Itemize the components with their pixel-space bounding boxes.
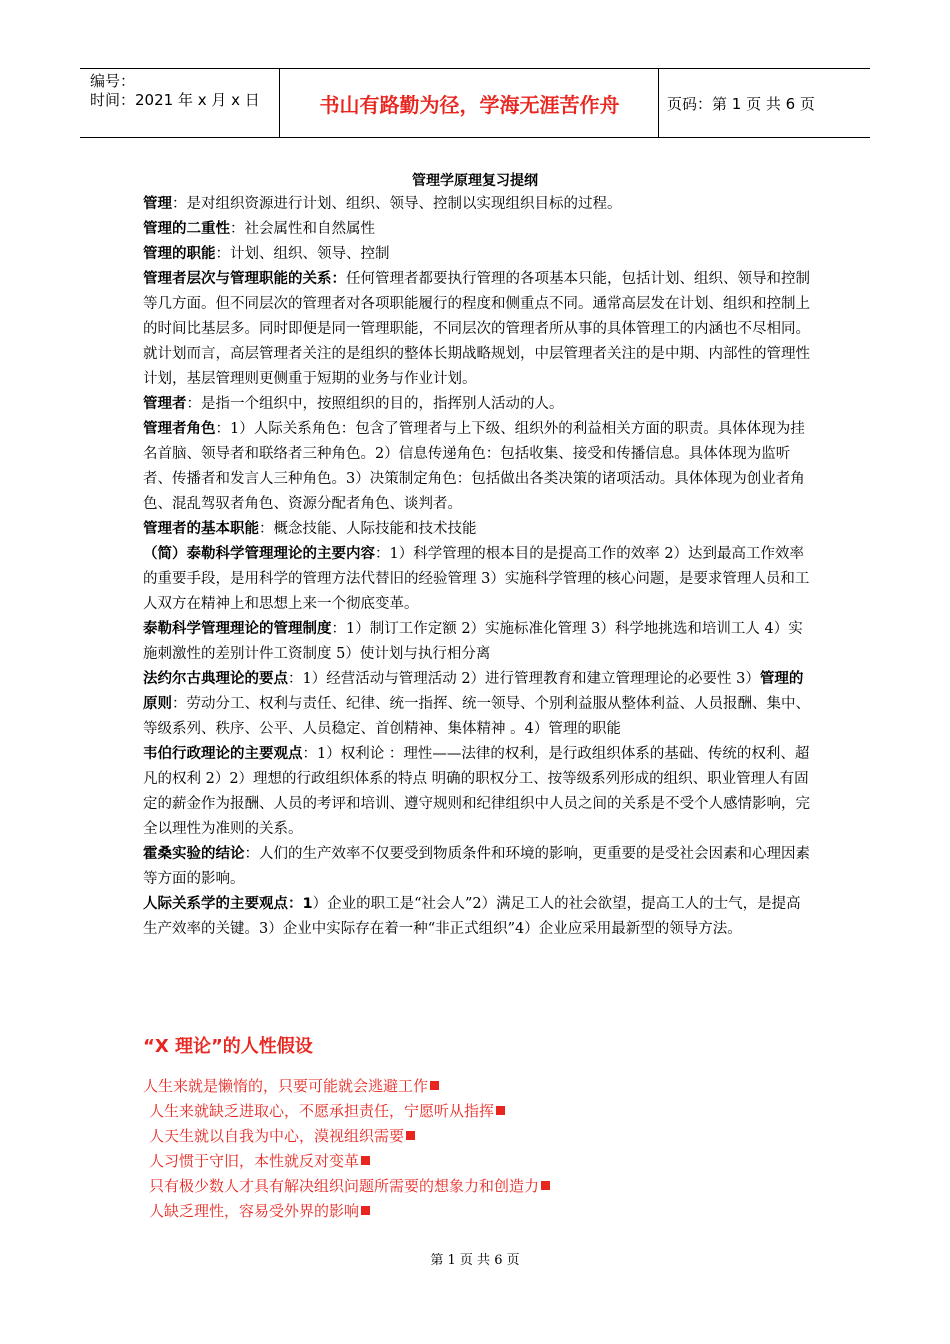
- paragraph: [143, 842, 813, 892]
- paragraph-text: ：劳动分工、权利与责任、纪律、统一指挥、统一领导、个别利益服从整体利益、人员报酬、集中、等级系列、秩序、公平、人员稳定、首创精神、集体精神 。4）管理的职能: [143, 696, 810, 737]
- list-item: [143, 1174, 550, 1199]
- list-item: [143, 1149, 550, 1174]
- paragraph-text: ）企业的职工是“社会人”2）满足工人的社会欲望，提高工人的士气，是提高生产效率的关键。3）企业中实际存在着一种“非正式组织”4）企业应采用最新型的领导方法。: [143, 896, 801, 937]
- paragraph-text: 任何管理者都要执行管理的各项基本只能，包括计划、组织、领导和控制等几方面。但不同层次的管理者对各项职能履行的程度和侧重点不同。通常高层发在计划、组织和控制上的时间比基层多。同时即便是同一管理职能，不同层次的管理者所从事的具体管理工的内涵也不尽相同。就计划而言，高层管理者关注的是组织的整体长期战略规划，中层管理者关注的是中期、内部性的管理性计划，基层管理则更侧重于短期的业务与作业计划。: [143, 271, 810, 387]
- paragraph-term: 泰勒科学管理理论的管理制度: [143, 621, 332, 637]
- paragraph: [143, 217, 813, 242]
- list-item-text: 人天生就以自我为中心，漠视组织需要: [149, 1127, 405, 1145]
- paragraph-text: ：1）制订工作定额 2）实施标准化管理 3）科学地挑选和培训工人 4）实施刺激性的差别计件工资制度 5）使计划与执行相分离: [143, 621, 803, 662]
- paragraph: [143, 667, 813, 742]
- paragraph: [143, 192, 813, 217]
- paragraph-text: ：是指一个组织中，按照组织的目的，指挥别人活动的人。: [186, 396, 564, 412]
- paragraph-term: 管理的职能: [143, 246, 216, 262]
- document-title: 管理学原理复习提纲: [412, 173, 538, 189]
- square-bullet-icon: [406, 1131, 415, 1140]
- square-bullet-icon: [541, 1181, 550, 1190]
- paragraph-text: ：1）人际关系角色：包含了管理者与上下级、组织外的利益相关方面的职责。具体体现为挂名首脑、领导者和联络者三种角色。2）信息传递角色：包括收集、接受和传播信息。具体体现为监听者、传播者和发言人三种角色。3）决策制定角色：包括做出各类决策的诸项活动。具体体现为创业者角色、混乱驾驭者角色、资源分配者角色、谈判者。: [143, 421, 805, 512]
- list-item-text: 只有极少数人才具有解决组织问题所需要的想象力和创造力: [149, 1177, 540, 1195]
- paragraph-text: ：计划、组织、领导、控制: [215, 246, 390, 262]
- list-item: [143, 1124, 550, 1149]
- header-number: 编号：: [90, 72, 136, 90]
- header-page: 页码：第 1 页 共 6 页: [667, 94, 815, 113]
- paragraph-text: ：1）科学管理的根本目的是提高工作的效率 2）达到最高工作效率的重要手段，是用科学的管理方法代替旧的经验管理 3）实施科学管理的核心问题，是要求管理人员和工人双方在精神上和思想上来一个彻底变革。: [143, 546, 810, 612]
- paragraph-term: 管理者的基本职能: [143, 521, 259, 537]
- paragraph-term: （简）泰勒科学管理理论的主要内容: [143, 546, 375, 562]
- paragraph-text: ：社会属性和自然属性: [230, 221, 375, 237]
- paragraph: [143, 242, 813, 267]
- square-bullet-icon: [361, 1156, 370, 1165]
- list-item: [143, 1099, 550, 1124]
- paragraph-text: ：是对组织资源进行计划、组织、领导、控制以实现组织目标的过程。: [172, 196, 622, 212]
- header-motto: 书山有路勤为径，学海无涯苦作舟: [281, 69, 659, 137]
- paragraph: [143, 892, 813, 942]
- square-bullet-icon: [496, 1106, 505, 1115]
- x-theory-list: [143, 1074, 550, 1224]
- paragraph-term: 管理者层次与管理职能的关系：: [143, 271, 346, 287]
- page-header: [80, 68, 870, 138]
- paragraph-term: 韦伯行政理论的主要观点: [143, 746, 303, 762]
- list-item: [143, 1074, 550, 1099]
- paragraph: [143, 617, 813, 667]
- paragraph: [143, 417, 813, 517]
- paragraph-text: ：概念技能、人际技能和技术技能: [259, 521, 477, 537]
- list-item: [143, 1199, 550, 1224]
- x-theory-heading: “X 理论”的人性假设: [143, 1036, 313, 1057]
- paragraph-term: 管理的原则: [143, 671, 804, 712]
- paragraph-term: 人际关系学的主要观点：1: [143, 896, 313, 912]
- list-item-text: 人习惯于守旧，本性就反对变革: [149, 1152, 360, 1170]
- paragraph-text: ：人们的生产效率不仅要受到物质条件和环境的影响，更重要的是受社会因素和心理因素等方面的影响。: [143, 846, 810, 887]
- paragraph: [143, 517, 813, 542]
- square-bullet-icon: [361, 1206, 370, 1215]
- list-item-text: 人生来就缺乏进取心，不愿承担责任，宁愿听从指挥: [149, 1102, 495, 1120]
- paragraph: [143, 267, 813, 392]
- list-item-text: 人生来就是懒惰的，只要可能就会逃避工作: [143, 1077, 429, 1095]
- paragraph-term: 管理者: [143, 396, 187, 412]
- paragraph-term: 管理: [143, 196, 172, 212]
- paragraph-term: 管理者角色: [143, 421, 216, 437]
- list-item-text: 人缺乏理性，容易受外界的影响: [149, 1202, 360, 1220]
- paragraph: [143, 742, 813, 842]
- paragraph: [143, 542, 813, 617]
- square-bullet-icon: [430, 1081, 439, 1090]
- paragraph: [143, 392, 813, 417]
- paragraph-text: ：1）权利论 ：理性——法律的权利，是行政组织体系的基础、传统的权利、超凡的权利 2）2）理想的行政组织体系的特点 明确的职权分工、按等级系列形成的组织、职业管理人有固定的薪金作为报酬、人员的考评和培训、遵守规则和纪律组织中人员之间的关系是不受个人感情影响，完全以理性为准则的关系。: [143, 746, 810, 837]
- paragraph-text: ：1）经营活动与管理活动 2）进行管理教育和建立管理理论的必要性 3）: [288, 671, 760, 687]
- header-meta: [80, 69, 280, 137]
- paragraph-term: 管理的二重性: [143, 221, 230, 237]
- paragraph-term: 法约尔古典理论的要点: [143, 671, 288, 687]
- page-footer: 第 1 页 共 6 页: [430, 1253, 520, 1268]
- header-date: 时间：2021 年 x 月 x 日: [90, 91, 260, 109]
- paragraph-term: 霍桑实验的结论: [143, 846, 245, 862]
- document-body: [143, 192, 813, 942]
